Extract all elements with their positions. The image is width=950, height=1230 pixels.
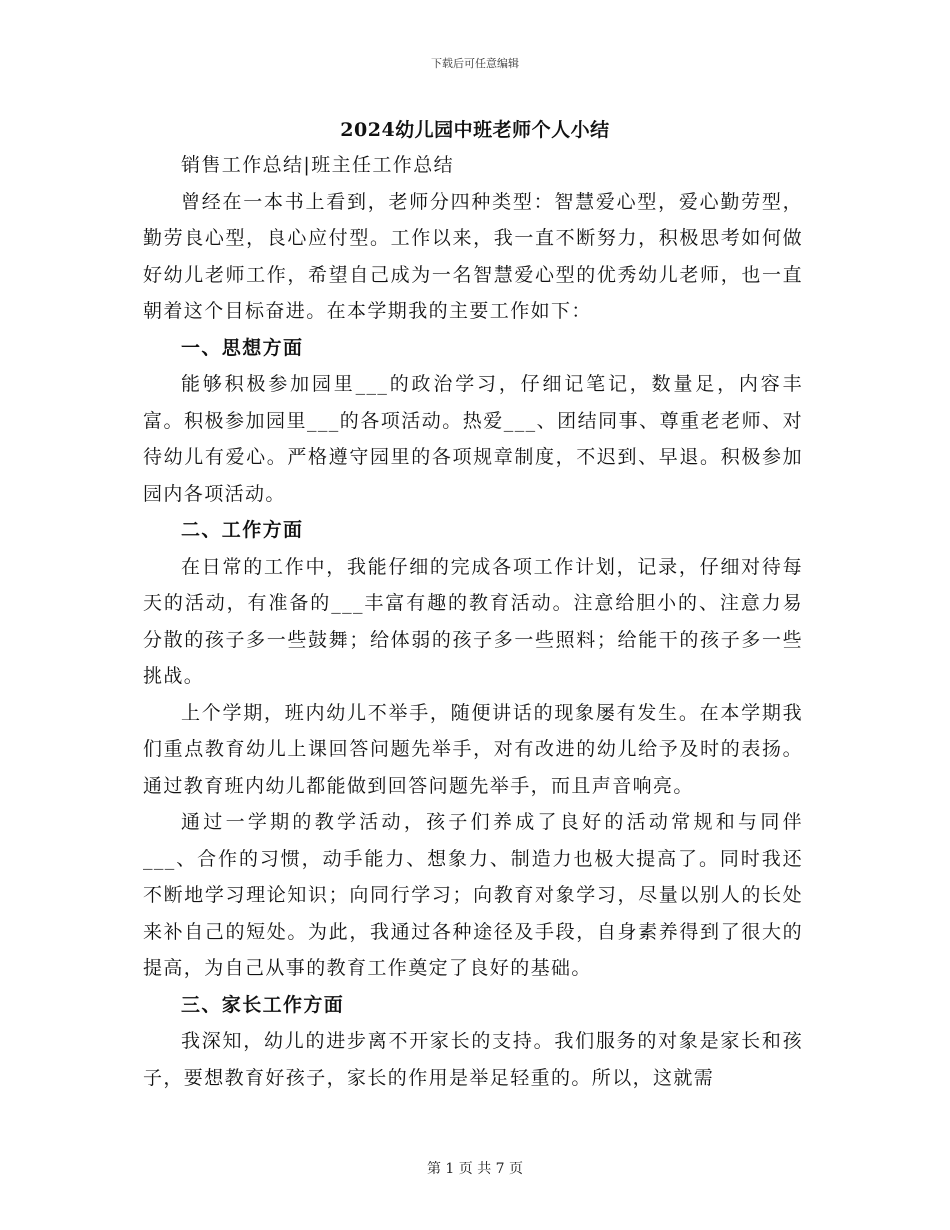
section-paragraph: 在日常的工作中，我能仔细的完成各项工作计划，记录，仔细对待每天的活动，有准备的___丰富有趣的教育活动。注意给胆小的、注意力易分散的孩子多一些鼓舞；给体弱的孩子多一些照料；给能干的孩子多一些挑战。 xyxy=(143,555,803,687)
document-title: 2024幼儿园中班老师个人小结 xyxy=(340,119,610,141)
section-paragraph: 上个学期，班内幼儿不举手，随便讲话的现象屡有发生。在本学期我们重点教育幼儿上课回答问题先举手，对有改进的幼儿给予及时的表扬。通过教育班内幼儿都能做到回答问题先举手，而且声音响亮。 xyxy=(143,701,803,797)
section-paragraph: 通过一学期的教学活动，孩子们养成了良好的活动常规和与同伴___、合作的习惯，动手能力、想象力、制造力也极大提高了。同时我还不断地学习理论知识；向同行学习；向教育对象学习，尽量以别人的长处来补自己的短处。为此，我通过各种途径及手段，自身素养得到了很大的提高，为自己从事的教育工作奠定了良好的基础。 xyxy=(143,811,803,979)
document-body xyxy=(143,147,803,1096)
section-heading-parents: 三、家长工作方面 xyxy=(181,993,345,1016)
section-paragraph: 我深知，幼儿的进步离不开家长的支持。我们服务的对象是家长和孩子，要想教育好孩子，家长的作用是举足轻重的。所以，这就需 xyxy=(143,1030,803,1089)
section-paragraph: 能够积极参加园里___的政治学习，仔细记笔记，数量足，内容丰富。积极参加园里___的各项活动。热爱___、团结同事、尊重老老师、对待幼儿有爱心。严格遵守园里的各项规章制度，不迟到、早退。积极参加园内各项活动。 xyxy=(143,373,803,505)
section-heading-thought: 一、思想方面 xyxy=(181,336,304,359)
page-number: 第 1 页 共 7 页 xyxy=(426,1161,524,1177)
subtitle-line: 销售工作总结|班主任工作总结 xyxy=(181,154,455,176)
section-heading-work: 二、工作方面 xyxy=(181,519,304,541)
intro-paragraph: 曾经在一本书上看到，老师分四种类型：智慧爱心型，爱心勤劳型，勤劳良心型，良心应付型。工作以来，我一直不断努力，积极思考如何做好幼儿老师工作，希望自己成为一名智慧爱心型的优秀幼儿老师，也一直朝着这个目标奋进。在本学期我的主要工作如下： xyxy=(143,190,803,322)
header-note: 下载后可任意编辑 xyxy=(431,57,519,70)
